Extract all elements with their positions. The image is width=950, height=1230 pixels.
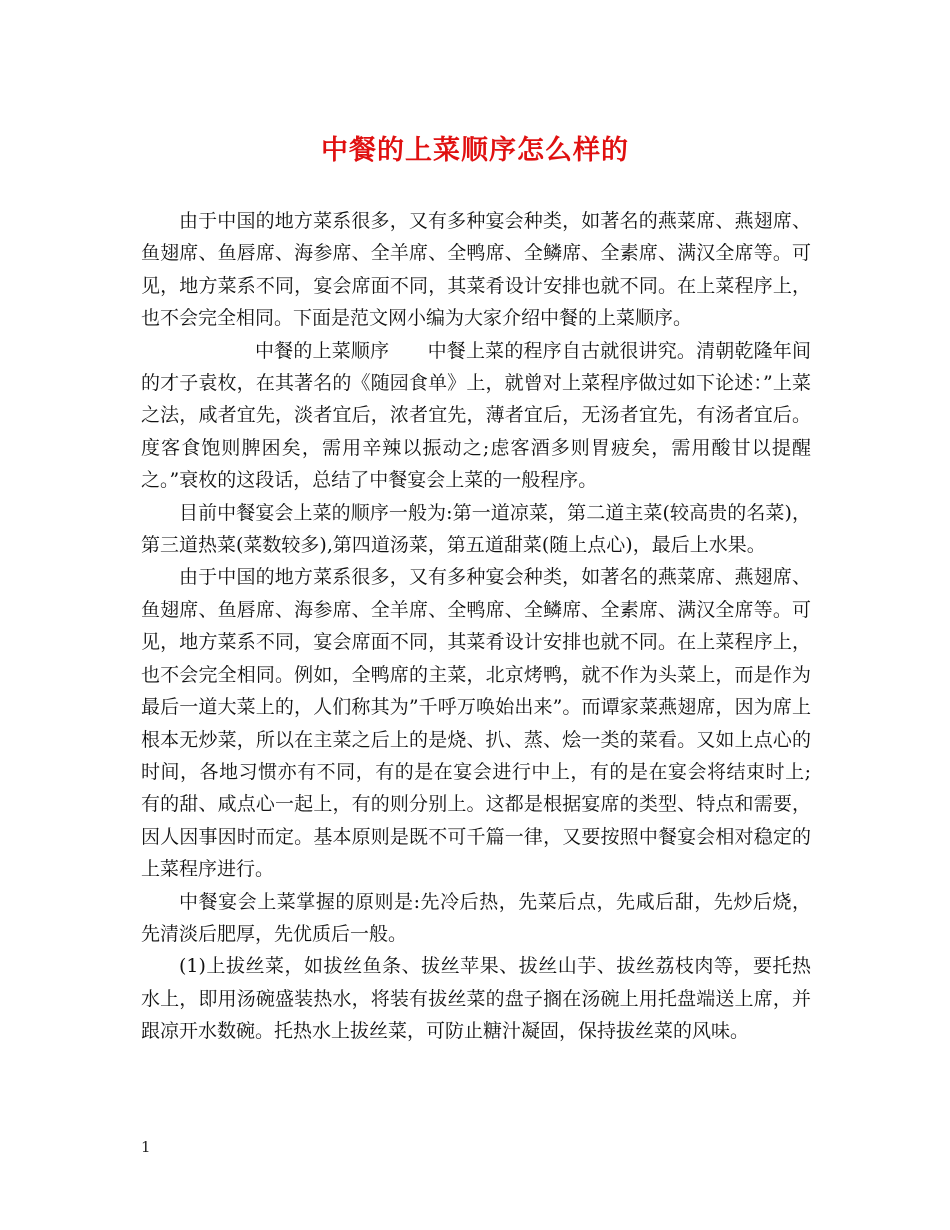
document-body [141,205,811,1048]
paragraph-history: 中餐的上菜顺序 中餐上菜的程序自古就很讲究。清朝乾隆年间的才子袁枚，在其著名的《随园食单》上，就曾对上菜程序做过如下论述：”上菜之法，咸者宜先，淡者宜后，浓者宜先，薄者宜后，无汤者宜先，有汤者宜后。度客食饱则脾困矣，需用辛辣以振动之;虑客酒多则胃疲矣，需用酸甘以提醒之。”衰枚的这段话，总结了中餐宴会上菜的一般程序。 [141,339,811,492]
paragraph-intro: 由于中国的地方菜系很多，又有多种宴会种类，如著名的燕菜席、燕翅席、鱼翅席、鱼唇席、海参席、全羊席、全鸭席、全鳞席、全素席、满汉全席等。可见，地方菜系不同，宴会席面不同，其菜肴设计安排也就不同。在上菜程序上，也不会完全相同。下面是范文网小编为大家介绍中餐的上菜顺序。 [141,210,811,330]
paragraph-order: 目前中餐宴会上菜的顺序一般为:第一道凉菜，第二道主菜(较高贵的名菜)，第三道热菜(菜数较多),第四道汤菜，第五道甜菜(随上点心)，最后上水果。 [141,501,811,557]
paragraph-principles: 中餐宴会上菜掌握的原则是:先冷后热，先菜后点，先咸后甜，先炒后烧，先清淡后肥厚，先优质后一般。 [141,890,811,945]
paragraph-regional: 由于中国的地方菜系很多，又有多种宴会种类，如著名的燕菜席、燕翅席、鱼翅席、鱼唇席、海参席、全羊席、全鸭席、全鳞席、全素席、满汉全席等。可见，地方菜系不同，宴会席面不同，其菜肴设计安排也就不同。在上菜程序上，也不会完全相同。例如，全鸭席的主菜，北京烤鸭，就不作为头菜上，而是作为最后一道大菜上的，人们称其为”千呼万唤始出来”。而谭家菜燕翅席，因为席上根本无炒菜，所以在主菜之后上的是烧、扒、蒸、烩一类的菜看。又如上点心的时间，各地习惯亦有不同，有的是在宴会进行中上，有的是在宴会将结束时上;有的甜、咸点心一起上，有的则分别上。这都是根据宴席的类型、特点和需要，因人因事因时而定。基本原则是既不可千篇一律，又要按照中餐宴会相对稳定的上菜程序进行。 [141,566,811,881]
page-number: 1 [141,1138,151,1156]
paragraph-basi-dishes: (1)上拔丝菜，如拔丝鱼条、拔丝苹果、拔丝山芋、拔丝荔枝肉等，要托热水上，即用汤碗盛装热水，将装有拔丝菜的盘子搁在汤碗上用托盘端送上席，并跟凉开水数碗。托热水上拔丝菜，可防止糖汁凝固，保持拔丝菜的风味。 [141,955,811,1043]
document-title: 中餐的上菜顺序怎么样的 [321,135,629,166]
